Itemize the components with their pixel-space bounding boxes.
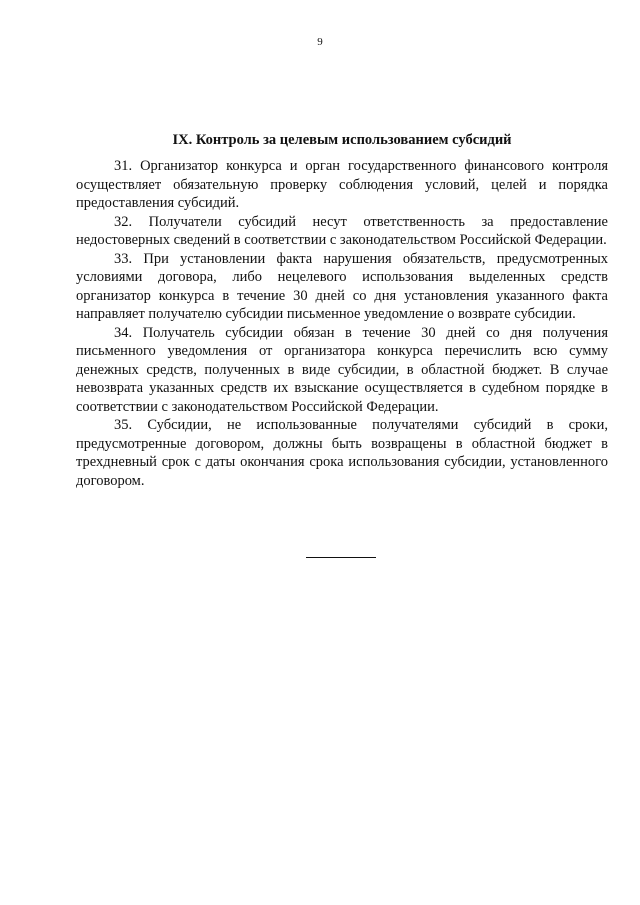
end-separator-line [306, 557, 376, 558]
document-body [76, 157, 608, 490]
page-number: 9 [317, 36, 323, 48]
paragraph-34: 34. Получатель субсидии обязан в течение 30 дней со дня получения письменного уведомления от организатора конкурса перечислить всю сумму денежных средств, полученных в виде субсидии, в областной бюджет. В случае невозврата указанных средств их взыскание осуществляется в судебном порядке в соответствии с законодательством Российской Федерации. [76, 324, 608, 415]
section-title: IX. Контроль за целевым использованием субсидий [172, 132, 512, 148]
paragraph-33: 33. При установлении факта нарушения обязательств, предусмотренных условиями договора, либо нецелевого использования выделенных средств организатор конкурса в течение 30 дней со дня установления указанного факта направляет получателю субсидии письменное уведомление о возврате субсидии. [76, 250, 608, 322]
paragraph-32: 32. Получатели субсидий несут ответственность за предоставление недостоверных сведений в соответствии с законодательством Российской Федерации. [76, 213, 608, 248]
paragraph-35: 35. Субсидии, не использованные получателями субсидий в сроки, предусмотренные договором, должны быть возвращены в областной бюджет в трехдневный срок с даты окончания срока использования субсидии, установленного договором. [76, 417, 608, 489]
paragraph-31: 31. Организатор конкурса и орган государственного финансового контроля осуществляет обязательную проверку соблюдения условий, целей и порядка предоставления субсидий. [76, 158, 608, 211]
